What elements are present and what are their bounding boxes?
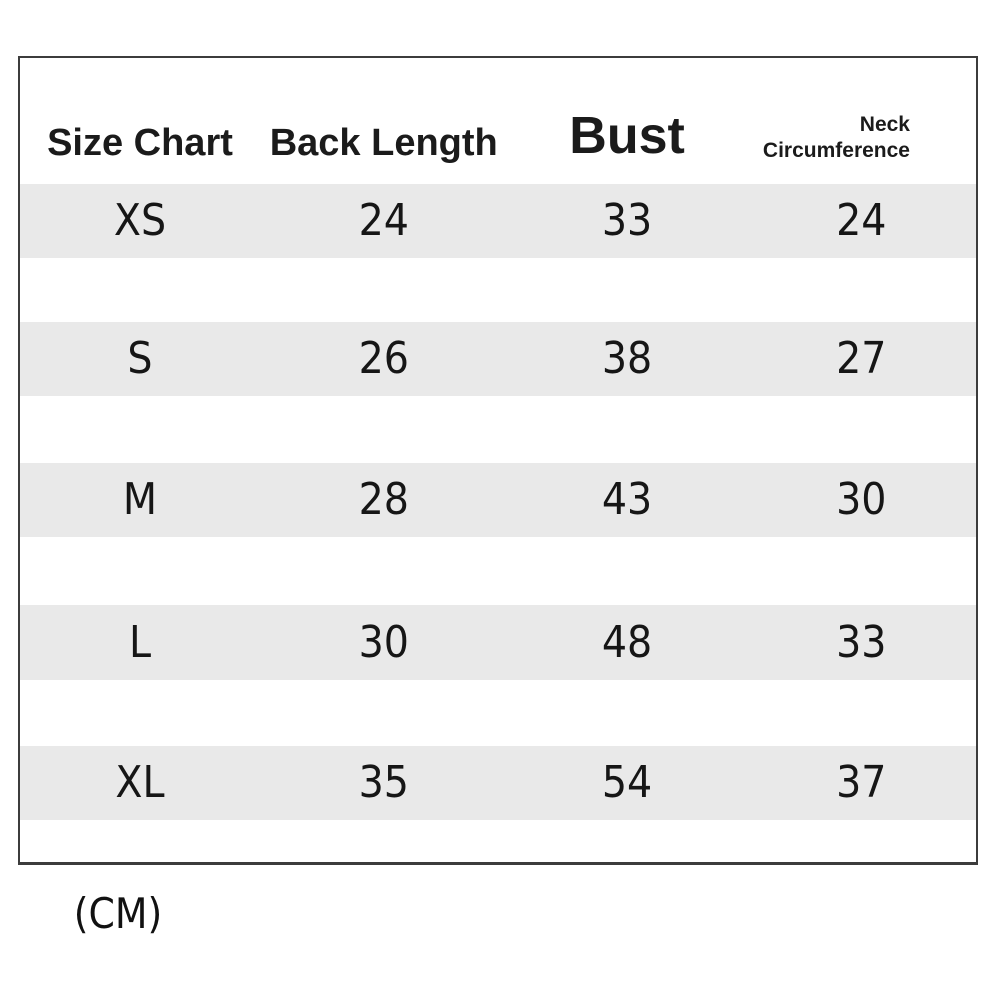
column-header-size-chart: Size Chart (47, 122, 233, 165)
table-header-row (20, 58, 976, 184)
back-length-cell: 26 (358, 333, 409, 384)
back-length-cell: 24 (358, 195, 409, 246)
unit-label: (CM) (73, 889, 163, 938)
bust-cell: 38 (601, 333, 653, 384)
size-cell: M (122, 474, 158, 525)
bust-cell: 48 (601, 616, 653, 668)
row-spacer (20, 258, 976, 322)
table-row-m (20, 463, 976, 537)
column-header-back-length: Back Length (269, 122, 498, 165)
size-chart-table (18, 56, 978, 865)
neck-circumference-cell: 27 (836, 333, 887, 384)
size-cell: L (128, 616, 151, 668)
table-row-l (20, 605, 976, 680)
row-spacer (20, 680, 976, 746)
back-length-cell: 35 (358, 757, 409, 808)
column-header-neck-circumference (747, 112, 976, 165)
neck-header-line1: Neck (859, 112, 910, 136)
size-cell: XL (115, 757, 165, 808)
neck-circumference-cell: 24 (836, 195, 887, 246)
bust-cell: 54 (601, 757, 653, 808)
size-cell: XS (113, 195, 167, 246)
table-row-xs (20, 184, 976, 258)
row-spacer (20, 537, 976, 605)
neck-circumference-cell: 33 (836, 616, 887, 668)
row-spacer (20, 396, 976, 463)
size-cell: S (127, 333, 153, 384)
table-row-xl (20, 746, 976, 820)
neck-circumference-cell: 37 (836, 757, 887, 808)
table-row-s (20, 322, 976, 396)
neck-header-line2: Circumference (762, 138, 910, 162)
column-header-bust: Bust (569, 107, 685, 166)
back-length-cell: 30 (358, 616, 409, 668)
back-length-cell: 28 (358, 474, 409, 525)
bust-cell: 43 (601, 474, 653, 525)
neck-circumference-cell: 30 (836, 474, 887, 525)
bust-cell: 33 (601, 195, 653, 246)
